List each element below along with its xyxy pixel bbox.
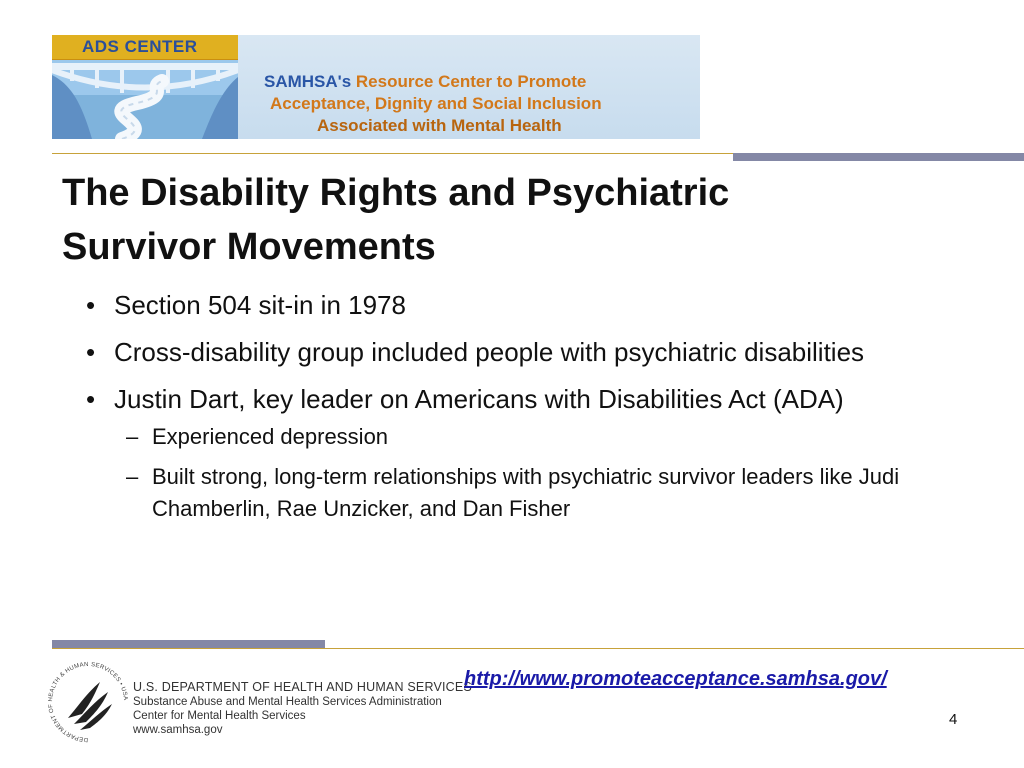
banner-line-2: Acceptance, Dignity and Social Inclusion — [270, 94, 602, 113]
slide-page-number: 4 — [949, 711, 958, 728]
bullet-item — [84, 382, 964, 525]
promote-acceptance-link[interactable]: http://www.promoteacceptance.samhsa.gov/ — [464, 668, 887, 690]
top-accent-bar — [733, 153, 1024, 161]
slide-title — [62, 166, 982, 274]
sub-bullet-item: – Experienced depression — [114, 421, 964, 453]
bullet-list — [84, 288, 964, 537]
bottom-divider-rule — [52, 648, 1024, 649]
hhs-eagle-logo-icon — [48, 660, 128, 744]
samhsa-agency-name: Substance Abuse and Mental Health Services Administration — [133, 696, 442, 708]
ads-center-banner — [52, 35, 700, 139]
hhs-seal-text: DEPARTMENT OF HEALTH & HUMAN SERVICES • USA — [48, 661, 128, 743]
banner-line-3: Associated with Mental Health — [317, 116, 562, 135]
slide-title-line-2: Survivor Movements — [62, 226, 436, 268]
banner-line-1-rest: Resource Center to Promote — [351, 72, 587, 91]
bullet-item: • Cross-disability group included people with psychiatric disabilities — [84, 335, 964, 370]
banner-line-1 — [264, 72, 684, 92]
cmhs-center-name: Center for Mental Health Services — [133, 710, 306, 722]
banner-samhsa-label: SAMHSA's — [264, 72, 352, 91]
bullet-item-text: Justin Dart, key leader on Americans with Disabilities Act (ADA) — [114, 384, 844, 414]
sub-bullet-item: – Built strong, long-term relationships with psychiatric survivor leaders like Judi Chamberlin, Rae Unzicker, and Dan Fisher — [114, 461, 964, 525]
ads-center-tag: ADS CENTER — [52, 35, 238, 60]
samhsa-website-text: www.samhsa.gov — [133, 724, 223, 736]
bullet-item: • Section 504 sit-in in 1978 — [84, 288, 964, 323]
bottom-accent-bar — [52, 640, 325, 648]
slide-title-line-1: The Disability Rights and Psychiatric — [62, 172, 730, 214]
sub-bullet-list — [114, 421, 964, 525]
hhs-department-name: U.S. DEPARTMENT OF HEALTH AND HUMAN SERVICES — [133, 680, 472, 694]
hhs-footer-text — [133, 680, 472, 737]
